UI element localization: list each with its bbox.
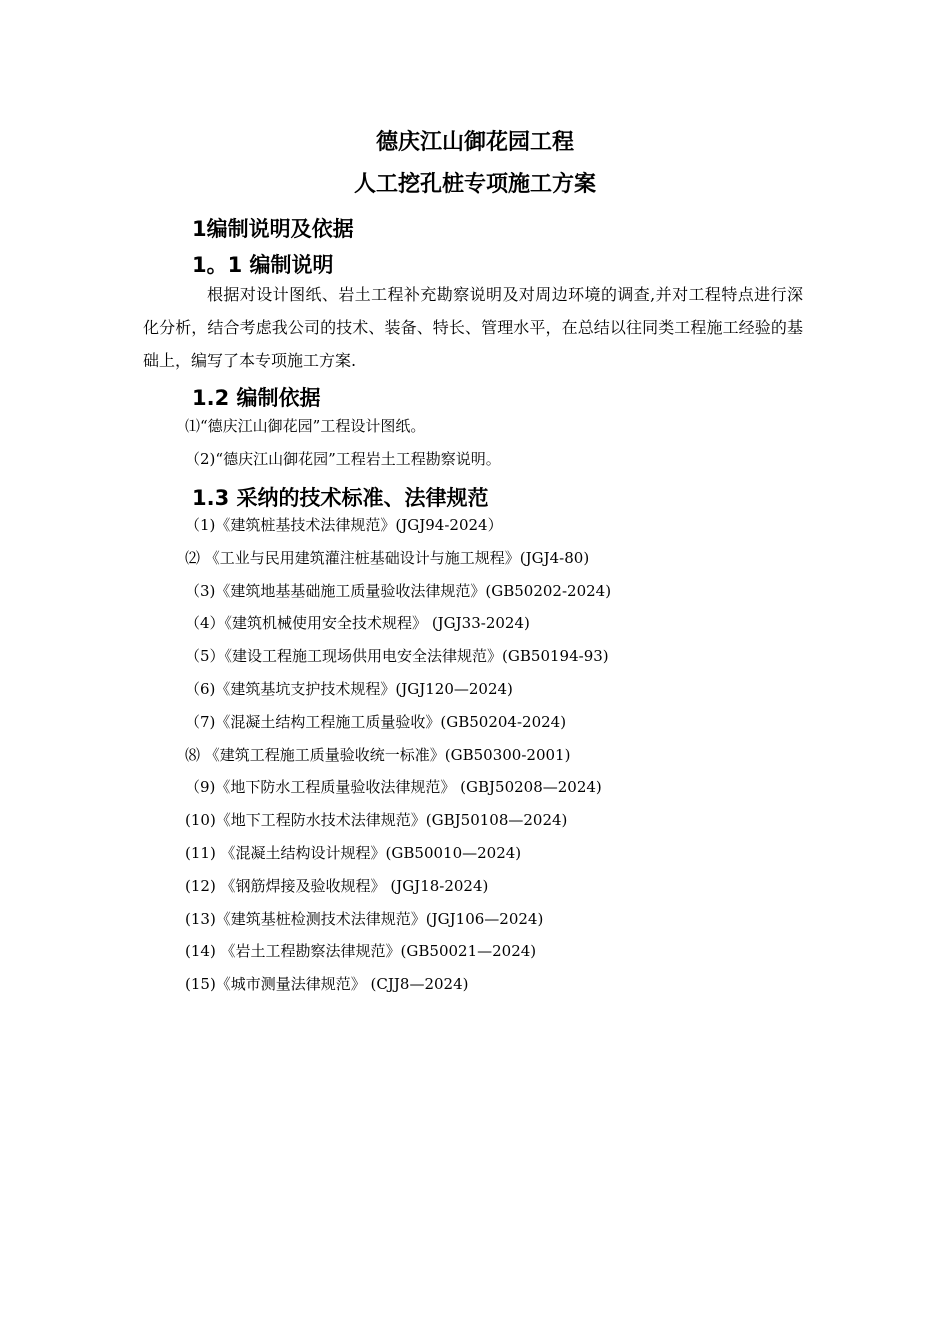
section-1-1-heading: 1。1 编制说明 <box>192 253 334 277</box>
list-item: （6)《建筑基坑支护技术规程》(JGJ120—2024) <box>185 679 513 698</box>
list-item: （7)《混凝土结构工程施工质量验收》(GB50204-2024) <box>185 712 567 731</box>
list-item: （5）《建设工程施工现场供用电安全法律规范》(GB50194-93) <box>185 647 609 666</box>
section-1-1-paragraph: 根据对设计图纸、岩土工程补充勘察说明及对周边环境的调查,并对工程特点进行深化分析，结合考虑我公司的技术、装备、特长、管理水平，在总结以往同类工程施工经验的基础上，编写了本专项施工方案. <box>143 285 803 370</box>
list-item: ⑵ 《工业与民用建筑灌注桩基础设计与施工规程》(JGJ4-80) <box>185 548 590 567</box>
section-1-heading: 1编制说明及依据 <box>192 217 354 241</box>
standards-list <box>185 509 611 1001</box>
list-item: （2)“德庆江山御花园”工程岩土工程勘察说明。 <box>185 449 501 468</box>
list-item: （9)《地下防水工程质量验收法律规范》 (GBJ50208—2024) <box>185 778 602 797</box>
list-item: （3)《建筑地基基础施工质量验收法律规范》(GB50202-2024) <box>185 581 612 600</box>
list-item: (14) 《岩土工程勘察法律规范》(GB50021—2024) <box>185 942 537 961</box>
document-subtitle: 人工挖孔桩专项施工方案 <box>353 172 596 197</box>
list-item: (12) 《钢筋焊接及验收规程》 (JGJ18-2024) <box>185 876 489 895</box>
list-item: ⑴“德庆江山御花园”工程设计图纸。 <box>185 417 426 435</box>
list-item: （4）《建筑机械使用安全技术规程》 (JGJ33-2024) <box>185 614 530 633</box>
basis-list <box>185 410 501 476</box>
section-1-3-heading: 1.3 采纳的技术标准、法律规范 <box>192 486 489 510</box>
list-item: ⑻ 《建筑工程施工质量验收统一标准》(GB50300-2001) <box>185 745 571 764</box>
list-item: (15)《城市测量法律规范》 (CJJ8—2024) <box>185 975 469 994</box>
list-item: (13)《建筑基桩检测技术法律规范》(JGJ106—2024) <box>185 909 544 928</box>
list-item: (10)《地下工程防水技术法律规范》(GBJ50108—2024) <box>185 811 568 830</box>
list-item: (11) 《混凝土结构设计规程》(GB50010—2024) <box>185 843 522 862</box>
section-1-2-heading: 1.2 编制依据 <box>192 386 321 410</box>
list-item: （1)《建筑桩基技术法律规范》(JGJ94-2024） <box>185 516 503 534</box>
document-title: 德庆江山御花园工程 <box>375 130 574 155</box>
